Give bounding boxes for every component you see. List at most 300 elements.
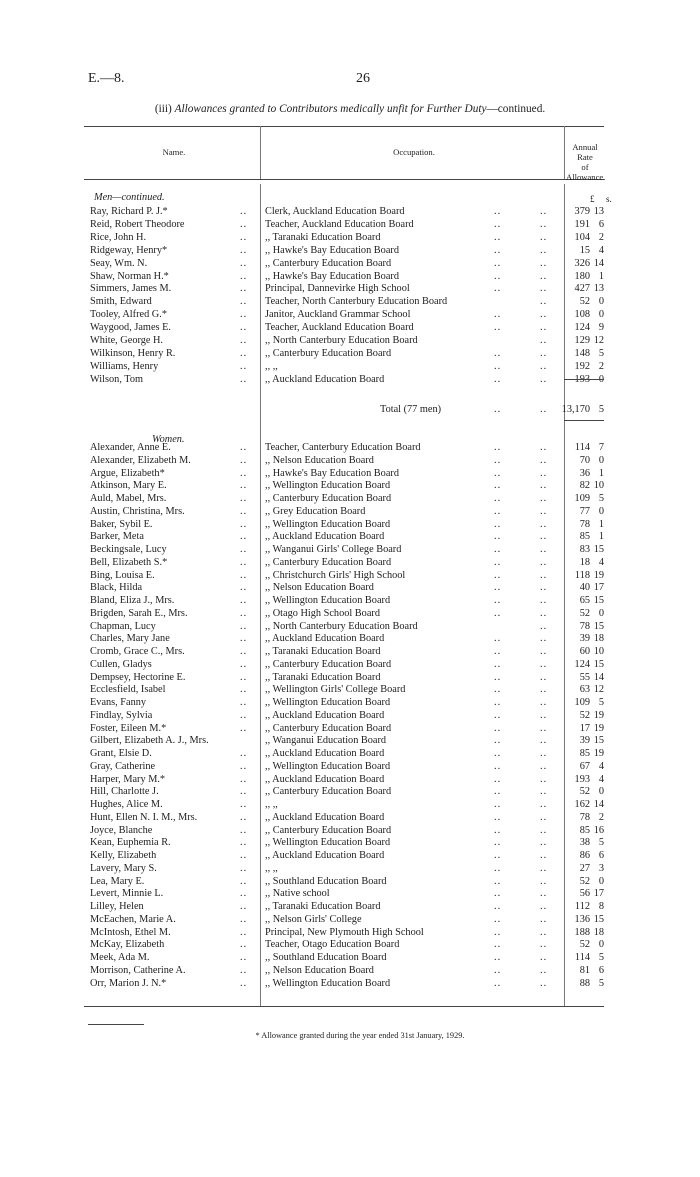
leader-dots: ..	[240, 977, 248, 989]
allowance-pounds: 39	[579, 633, 590, 645]
total-rule	[564, 379, 604, 380]
occupation: ,, ,,	[265, 862, 278, 874]
table-row	[84, 672, 604, 685]
footnote-rule	[88, 1024, 144, 1025]
leader-dots: ..	[494, 373, 502, 385]
leader-dots: ..	[494, 309, 502, 321]
leader-dots: ..	[540, 850, 548, 861]
person-name: Orr, Marion J. N.*	[90, 977, 167, 989]
leader-dots: ..	[240, 888, 248, 900]
leader-dots: ..	[494, 283, 502, 295]
person-name: Bell, Elizabeth S.*	[90, 556, 168, 568]
table-row	[84, 621, 604, 634]
person-name: Simmers, James M.	[90, 283, 172, 295]
person-name: Alexander, Elizabeth M.	[90, 454, 191, 466]
leader-dots: ..	[540, 518, 548, 530]
table-caption	[100, 103, 600, 115]
allowance-shillings: 6	[598, 850, 604, 861]
leader-dots: ..	[494, 964, 502, 976]
leader-dots: ..	[494, 231, 502, 243]
leader-dots: ..	[540, 837, 548, 849]
person-name: Hunt, Ellen N. I. M., Mrs.	[90, 811, 198, 823]
occupation: Teacher, Auckland Education Board	[265, 322, 414, 334]
occupation: ,, Nelson Girls' College	[265, 913, 362, 925]
occupation: Teacher, Canterbury Education Board	[265, 442, 421, 453]
table-row	[84, 595, 604, 608]
men-total-pounds: 13,170	[561, 404, 590, 415]
leader-dots: ..	[540, 531, 548, 543]
occupation: ,, Grey Education Board	[265, 505, 366, 517]
occupation: ,, Auckland Education Board	[265, 748, 385, 759]
table-row	[84, 335, 604, 348]
allowance-shillings: 2	[598, 811, 604, 823]
occupation: ,, Auckland Education Board	[265, 531, 385, 543]
allowance-pounds: 52	[579, 939, 590, 951]
allowance-shillings: 15	[593, 595, 604, 606]
allowance-shillings: 0	[598, 875, 604, 887]
leader-dots: ..	[240, 347, 248, 359]
leader-dots: ..	[540, 360, 548, 372]
allowance-pounds: 180	[574, 270, 590, 282]
allowance-pounds: 36	[579, 467, 590, 479]
occupation: ,, Nelson Education Board	[265, 454, 374, 466]
allowance-pounds: 17	[579, 722, 590, 734]
person-name: Auld, Mabel, Mrs.	[90, 493, 167, 504]
leader-dots: ..	[540, 748, 548, 759]
allowance-shillings: 5	[598, 493, 604, 504]
table-row	[84, 374, 604, 387]
allowance-shillings: 3	[598, 862, 604, 874]
allowance-shillings: 15	[593, 658, 604, 670]
allowance-shillings: 18	[593, 633, 604, 645]
leader-dots: ..	[240, 454, 248, 466]
leader-dots: ..	[540, 773, 548, 785]
allowance-shillings: 6	[598, 964, 604, 976]
occupation: ,, Otago High School Board	[265, 607, 380, 619]
allowance-pounds: 65	[579, 595, 590, 606]
leader-dots: ..	[540, 977, 548, 989]
occupation: ,, Canterbury Education Board	[265, 824, 392, 836]
person-name: Beckingsale, Lucy	[90, 544, 167, 555]
person-name: Bing, Louisa E.	[90, 569, 155, 581]
leader-dots: ..	[494, 748, 502, 759]
leader-dots: ..	[494, 824, 502, 836]
allowance-pounds: 82	[579, 480, 590, 492]
person-name: Austin, Christina, Mrs.	[90, 505, 185, 517]
table-row	[84, 442, 604, 455]
leader-dots: ..	[540, 218, 548, 230]
table-row	[84, 258, 604, 271]
person-name: Bland, Eliza J., Mrs.	[90, 595, 175, 606]
allowance-pounds: 52	[579, 607, 590, 619]
leader-dots: ..	[240, 697, 248, 708]
table-row	[84, 965, 604, 978]
person-name: Smith, Edward	[90, 296, 152, 308]
leader-dots: ..	[240, 646, 248, 657]
occupation: ,, Hawke's Bay Education Board	[265, 467, 399, 479]
allowance-shillings: 12	[593, 684, 604, 696]
allowance-shillings: 17	[593, 888, 604, 900]
allowance-pounds: 52	[579, 786, 590, 798]
leader-dots: ..	[240, 556, 248, 568]
leader-dots: ..	[540, 799, 548, 810]
allowance-shillings: 14	[593, 799, 604, 810]
table-row	[84, 271, 604, 284]
allowance-pounds: 56	[579, 888, 590, 900]
leader-dots: ..	[240, 748, 248, 759]
leader-dots: ..	[240, 913, 248, 925]
allowance-shillings: 1	[598, 531, 604, 543]
leader-dots: ..	[494, 347, 502, 359]
person-name: Hill, Charlotte J.	[90, 786, 159, 798]
table-row	[84, 786, 604, 799]
allowance-shillings: 17	[593, 582, 604, 594]
person-name: Harper, Mary M.*	[90, 773, 166, 785]
leader-dots: ..	[240, 231, 248, 243]
leader-dots: ..	[540, 709, 548, 721]
table-row	[84, 888, 604, 901]
leader-dots: ..	[540, 939, 548, 951]
leader-dots: ..	[240, 206, 248, 217]
leader-dots: ..	[540, 582, 548, 594]
leader-dots: ..	[540, 964, 548, 976]
person-name: McEachen, Marie A.	[90, 913, 176, 925]
allowance-shillings: 4	[598, 760, 604, 772]
allowance-pounds: 52	[579, 296, 590, 308]
leader-dots: ..	[240, 244, 248, 256]
person-name: Lea, Mary E.	[90, 875, 145, 887]
allowance-shillings: 14	[593, 257, 604, 269]
leader-dots: ..	[240, 620, 248, 632]
leader-dots: ..	[494, 505, 502, 517]
allowance-shillings: 13	[593, 206, 604, 217]
person-name: Tooley, Alfred G.*	[90, 309, 167, 321]
occupation: ,, Auckland Education Board	[265, 633, 385, 645]
leader-dots: ..	[540, 646, 548, 657]
allowance-pounds: 55	[579, 671, 590, 683]
leader-dots: ..	[240, 952, 248, 963]
allowance-shillings: 0	[598, 373, 604, 385]
table-row	[84, 557, 604, 570]
leader-dots: ..	[494, 735, 502, 747]
occupation: ,, North Canterbury Education Board	[265, 335, 418, 346]
caption-main: Allowances granted to Contributors medically unfit for Further Duty	[174, 103, 487, 115]
person-name: Baker, Sybil E.	[90, 518, 153, 530]
allowance-pounds: 192	[574, 360, 590, 372]
allowance-shillings: 1	[598, 467, 604, 479]
allowance-pounds: 114	[574, 442, 590, 453]
occupation: ,, Taranaki Education Board	[265, 646, 381, 657]
leader-dots: ..	[540, 735, 548, 747]
leader-dots: ..	[540, 786, 548, 798]
allowance-shillings: 10	[593, 646, 604, 657]
allowance-pounds: 85	[579, 824, 590, 836]
occupation: ,, Wellington Education Board	[265, 760, 391, 772]
person-name: Dempsey, Hectorine E.	[90, 671, 186, 683]
person-name: McIntosh, Ethel M.	[90, 926, 171, 938]
allowance-pounds: 67	[579, 760, 590, 772]
leader-dots: ..	[494, 493, 502, 504]
table-row	[84, 812, 604, 825]
leader-dots: ..	[240, 442, 248, 453]
leader-dots: ..	[540, 595, 548, 606]
leader-dots: ..	[540, 309, 548, 321]
table-row	[84, 914, 604, 927]
allowance-pounds: 77	[579, 505, 590, 517]
occupation: ,, Hawke's Bay Education Board	[265, 244, 399, 256]
allowance-pounds: 193	[574, 773, 590, 785]
leader-dots: ..	[540, 257, 548, 269]
allowance-shillings: 15	[593, 735, 604, 747]
leader-dots: ..	[494, 926, 502, 938]
person-name: Waygood, James E.	[90, 322, 171, 334]
leader-dots: ..	[494, 607, 502, 619]
table-row	[84, 531, 604, 544]
allowance-shillings: 15	[593, 620, 604, 632]
occupation: ,, Nelson Education Board	[265, 964, 374, 976]
leader-dots: ..	[540, 901, 548, 912]
leader-dots: ..	[240, 360, 248, 372]
table-row	[84, 506, 604, 519]
leader-dots: ..	[240, 850, 248, 861]
leader-dots: ..	[540, 671, 548, 683]
allowance-pounds: 136	[574, 913, 590, 925]
leader-dots: ..	[240, 283, 248, 295]
leader-dots: ..	[540, 322, 548, 334]
caption-prefix: (iii)	[154, 103, 172, 115]
table-row	[84, 570, 604, 583]
leader-dots: ..	[240, 633, 248, 645]
table-row	[84, 296, 604, 309]
allowance-shillings: 12	[593, 335, 604, 346]
leader-dots: ..	[540, 684, 548, 696]
leader-dots: ..	[240, 218, 248, 230]
occupation: ,, Canterbury Education Board	[265, 493, 392, 504]
table-row	[84, 493, 604, 506]
allowance-pounds: 193	[574, 373, 590, 385]
occupation: ,, Wellington Education Board	[265, 595, 391, 606]
col-header-name: Name.	[162, 147, 186, 157]
leader-dots: ..	[540, 480, 548, 492]
leader-dots: ..	[240, 270, 248, 282]
occupation: ,, Auckland Education Board	[265, 850, 385, 861]
person-name: Atkinson, Mary E.	[90, 480, 167, 492]
leader-dots: ..	[540, 569, 548, 581]
person-name: Black, Hilda	[90, 582, 143, 594]
occupation: ,, Wellington Education Board	[265, 518, 391, 530]
leader-dots: ..	[494, 786, 502, 798]
leader-dots: ..	[240, 901, 248, 912]
person-name: Kean, Euphemia R.	[90, 837, 171, 849]
allowance-pounds: 191	[574, 218, 590, 230]
person-name: Findlay, Sylvia	[90, 709, 153, 721]
leader-dots: ..	[540, 556, 548, 568]
table-row	[84, 232, 604, 245]
table-row	[84, 825, 604, 838]
allowance-pounds: 78	[579, 518, 590, 530]
leader-dots: ..	[494, 875, 502, 887]
occupation: ,, Canterbury Education Board	[265, 347, 392, 359]
occupation: ,, Taranaki Education Board	[265, 231, 381, 243]
allowance-shillings: 2	[598, 231, 604, 243]
leader-dots: ..	[240, 811, 248, 823]
leader-dots: ..	[540, 875, 548, 887]
allowance-pounds: 148	[574, 347, 590, 359]
table-row	[84, 952, 604, 965]
allowance-pounds: 427	[574, 283, 590, 295]
person-name: Barker, Meta	[90, 531, 144, 543]
men-total-label: Total (77 men)	[380, 404, 442, 415]
table-row	[84, 468, 604, 481]
table-row	[84, 901, 604, 914]
col-header-allowance-line1: Annual Rate	[572, 142, 598, 162]
occupation: ,, Canterbury Education Board	[265, 257, 392, 269]
men-section-heading: Men—continued.	[94, 192, 165, 203]
person-name: Hughes, Alice M.	[90, 799, 163, 810]
men-total-dots: ..	[494, 404, 502, 415]
allowance-pounds: 78	[579, 811, 590, 823]
leader-dots: ..	[240, 709, 248, 721]
person-name: Ecclesfield, Isabel	[90, 684, 166, 696]
allowance-shillings: 4	[598, 244, 604, 256]
allowance-pounds: 88	[579, 977, 590, 989]
person-name: Evans, Fanny	[90, 697, 147, 708]
caption-suffix: —continued.	[486, 103, 546, 115]
header-bottom-rule	[84, 179, 604, 180]
allowance-pounds: 38	[579, 837, 590, 849]
allowance-pounds: 81	[579, 964, 590, 976]
allowance-shillings: 5	[598, 952, 604, 963]
table-row	[84, 480, 604, 493]
allowance-shillings: 18	[593, 926, 604, 938]
person-name: Williams, Henry	[90, 360, 159, 372]
table-row	[84, 646, 604, 659]
leader-dots: ..	[240, 824, 248, 836]
allowance-pounds: 326	[574, 257, 590, 269]
occupation: ,, Taranaki Education Board	[265, 671, 381, 683]
leader-dots: ..	[240, 595, 248, 606]
allowance-shillings: 0	[598, 309, 604, 321]
allowance-shillings: 7	[598, 442, 604, 453]
allowance-pounds: 60	[579, 646, 590, 657]
occupation: ,, Hawke's Bay Education Board	[265, 270, 399, 282]
leader-dots: ..	[494, 837, 502, 849]
header-divider-1	[260, 126, 261, 179]
occupation: ,, Wellington Education Board	[265, 697, 391, 708]
allowance-pounds: 112	[574, 901, 590, 912]
person-name: McKay, Elizabeth	[90, 939, 165, 951]
allowance-pounds: 63	[579, 684, 590, 696]
leader-dots: ..	[494, 684, 502, 696]
occupation: ,, Wanganui Education Board	[265, 735, 387, 747]
leader-dots: ..	[540, 373, 548, 385]
table-row	[84, 206, 604, 219]
leader-dots: ..	[540, 231, 548, 243]
leader-dots: ..	[540, 335, 548, 346]
leader-dots: ..	[240, 926, 248, 938]
allowance-table	[84, 126, 612, 1026]
leader-dots: ..	[540, 722, 548, 734]
col-header-allowance-line2: of Allowance.	[566, 162, 606, 182]
allowance-pounds: 86	[579, 850, 590, 861]
allowance-shillings: 5	[598, 977, 604, 989]
allowance-shillings: 0	[598, 939, 604, 951]
leader-dots: ..	[494, 760, 502, 772]
allowance-pounds: 52	[579, 875, 590, 887]
shilling-symbol: s.	[606, 194, 612, 204]
leader-dots: ..	[540, 633, 548, 645]
leader-dots: ..	[540, 270, 548, 282]
leader-dots: ..	[240, 875, 248, 887]
leader-dots: ..	[540, 244, 548, 256]
occupation: Principal, New Plymouth High School	[265, 926, 424, 938]
leader-dots: ..	[494, 646, 502, 657]
women-section-heading: Women.	[152, 434, 185, 445]
allowance-shillings: 4	[598, 773, 604, 785]
leader-dots: ..	[240, 773, 248, 785]
page-header	[88, 71, 628, 89]
table-row	[84, 799, 604, 812]
leader-dots: ..	[240, 658, 248, 670]
leader-dots: ..	[494, 901, 502, 912]
leader-dots: ..	[240, 569, 248, 581]
leader-dots: ..	[494, 531, 502, 543]
leader-dots: ..	[540, 607, 548, 619]
occupation: ,, Nelson Education Board	[265, 582, 374, 594]
table-row	[84, 735, 604, 748]
allowance-shillings: 15	[593, 913, 604, 925]
leader-dots: ..	[494, 218, 502, 230]
leader-dots: ..	[494, 671, 502, 683]
allowance-pounds: 109	[574, 493, 590, 504]
allowance-shillings: 16	[593, 824, 604, 836]
leader-dots: ..	[494, 888, 502, 900]
leader-dots: ..	[540, 467, 548, 479]
leader-dots: ..	[540, 206, 548, 217]
allowance-pounds: 124	[574, 322, 590, 334]
table-row	[84, 582, 604, 595]
person-name: Lilley, Helen	[90, 901, 144, 912]
person-name: Argue, Elizabeth*	[90, 467, 165, 479]
occupation: ,, Wellington Girls' College Board	[265, 684, 406, 696]
occupation: ,, Wellington Education Board	[265, 977, 391, 989]
leader-dots: ..	[494, 582, 502, 594]
occupation: ,, Southland Education Board	[265, 952, 387, 963]
leader-dots: ..	[494, 244, 502, 256]
allowance-shillings: 4	[598, 556, 604, 568]
person-name: Cromb, Grace C., Mrs.	[90, 646, 185, 657]
allowance-shillings: 10	[593, 480, 604, 492]
page-number: 26	[356, 71, 370, 86]
allowance-shillings: 5	[598, 347, 604, 359]
person-name: Meek, Ada M.	[90, 952, 150, 963]
person-name: Seay, Wm. N.	[90, 257, 148, 269]
allowance-shillings: 6	[598, 218, 604, 230]
leader-dots: ..	[240, 335, 248, 346]
table-row	[84, 684, 604, 697]
table-row	[84, 322, 604, 335]
leader-dots: ..	[494, 595, 502, 606]
leader-dots: ..	[540, 824, 548, 836]
allowance-pounds: 40	[579, 582, 590, 594]
leader-dots: ..	[240, 480, 248, 492]
allowance-shillings: 0	[598, 786, 604, 798]
table-row	[84, 939, 604, 952]
occupation: ,, Auckland Education Board	[265, 811, 385, 823]
person-name: Gray, Catherine	[90, 760, 156, 772]
col-header-occupation: Occupation.	[393, 147, 435, 157]
person-name: Kelly, Elizabeth	[90, 850, 157, 861]
